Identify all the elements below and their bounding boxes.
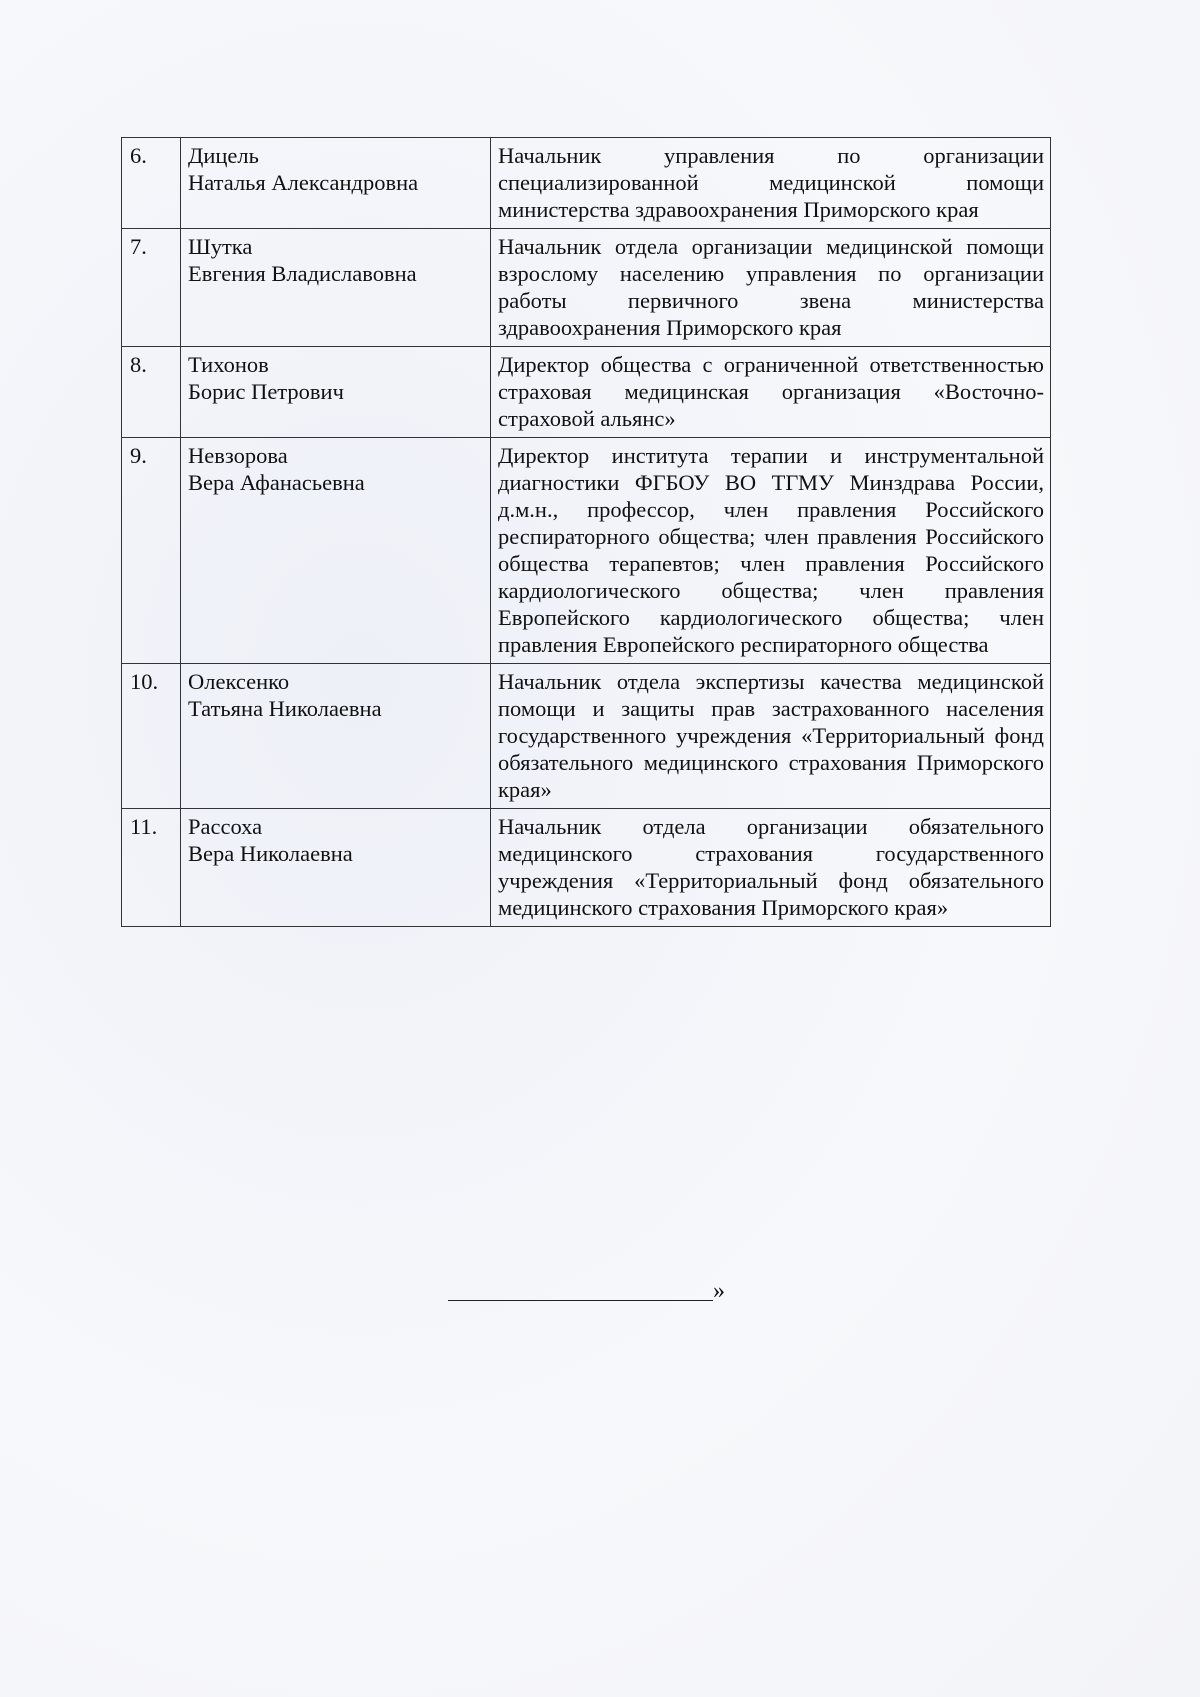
member-name (181, 229, 491, 347)
row-number: 7. (122, 229, 181, 347)
closing-quote-mark: » (713, 1278, 725, 1304)
table-row (122, 664, 1051, 809)
row-number: 10. (122, 664, 181, 809)
member-given-names: Борис Петрович (188, 379, 344, 404)
closing-underline (448, 1300, 713, 1301)
commission-members-table (121, 137, 1051, 927)
member-position: Начальник управления по организации специализированной медицинской помощи министерства здравоохранения Приморского края (491, 138, 1051, 229)
table-row (122, 347, 1051, 438)
row-number: 6. (122, 138, 181, 229)
member-surname: Шутка (188, 234, 253, 259)
table-row (122, 229, 1051, 347)
row-number: 8. (122, 347, 181, 438)
member-name (181, 138, 491, 229)
member-name (181, 809, 491, 927)
table-row (122, 138, 1051, 229)
member-surname: Олексенко (188, 669, 290, 694)
member-name (181, 438, 491, 664)
member-given-names: Вера Николаевна (188, 841, 353, 866)
member-surname: Рассоха (188, 814, 263, 839)
member-name (181, 347, 491, 438)
closing-line (448, 1278, 725, 1305)
row-number: 9. (122, 438, 181, 664)
member-given-names: Татьяна Николаевна (188, 696, 382, 721)
member-position: Директор института терапии и инструментальной диагностики ФГБОУ ВО ТГМУ Минздрава России, д.м.н., профессор, член правления Российского респираторного общества; член правления Российского общества терапевтов; член правления Российского кардиологического общества; член правления Европейского кардиологического общества; член правления Европейского респираторного общества (491, 438, 1051, 664)
member-surname: Невзорова (188, 443, 288, 468)
member-surname: Тихонов (188, 352, 269, 377)
table-row (122, 438, 1051, 664)
member-position: Начальник отдела организации медицинской помощи взрослому населению управления по организации работы первичного звена министерства здравоохранения Приморского края (491, 229, 1051, 347)
member-position: Начальник отдела экспертизы качества медицинской помощи и защиты прав застрахованного населения государственного учреждения «Территориальный фонд обязательного медицинского страхования Приморского края» (491, 664, 1051, 809)
member-position: Начальник отдела организации обязательного медицинского страхования государственного учреждения «Территориальный фонд обязательного медицинского страхования Приморского края» (491, 809, 1051, 927)
row-number: 11. (122, 809, 181, 927)
member-given-names: Евгения Владиславовна (188, 261, 417, 286)
member-name (181, 664, 491, 809)
table-row (122, 809, 1051, 927)
member-given-names: Наталья Александровна (188, 170, 419, 195)
member-surname: Дицель (188, 143, 259, 168)
member-given-names: Вера Афанасьевна (188, 470, 365, 495)
member-position: Директор общества с ограниченной ответственностью страховая медицинская организация «Восточно-страховой альянс» (491, 347, 1051, 438)
